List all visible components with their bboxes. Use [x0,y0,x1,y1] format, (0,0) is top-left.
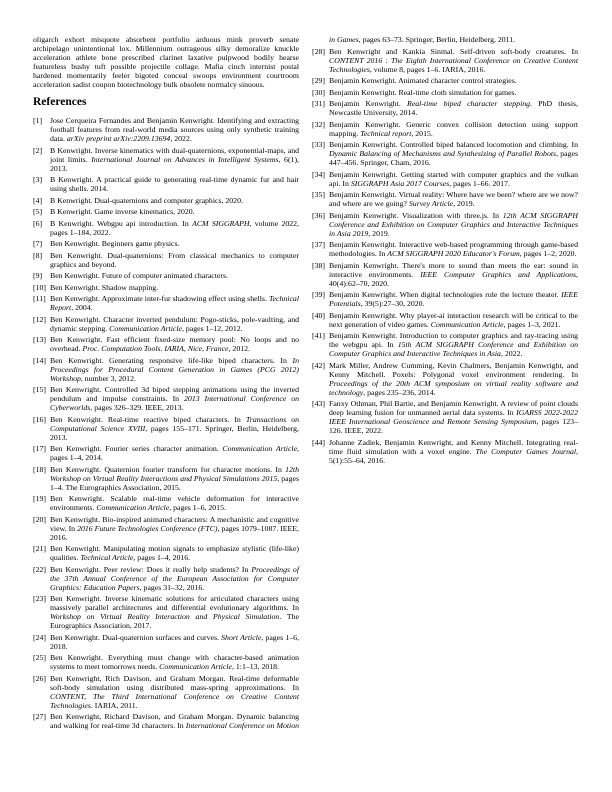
reference-entry [33,444,299,462]
reference-entry [33,674,299,710]
reference-entry [33,653,299,671]
reference-text: B Kenwright. A practical guide to generating real-time dynamic fur and hair using shells. 2014. [50,175,299,193]
reference-text: Ben Kenwright. Inverse kinematic solutions for articulated characters using massively parallel architectures and differential evolutionary algorithms. In Workshop on Virtual Reality Interaction and Physical Simulation. The Eurographics Association, 2017. [50,594,299,630]
reference-text: Ben Kenwright. Fourier series character animation. Communication Article, pages 1–4, 2014. [50,444,299,462]
reference-number: [38] [312,260,325,270]
reference-number: [35] [312,190,325,199]
reference-number: [23] [33,594,46,603]
reference-entry [312,99,578,117]
reference-text: B Kenwright. Webgpu api introduction. In ACM SIGGRAPH, volume 2022, pages 1–184, 2022. [50,218,300,237]
reference-text: Jose Cerqueira Fernandes and Benjamin Kenwright. Identifying and extracting football features from real-world media sources using only synthetic training data. arXiv preprint arXiv:2209.13694, 2022. [50,116,299,143]
reference-text: Benjamin Kenwright. Visualization with three.js. In 12th ACM SIGGRAPH Conference and Exhibition on Computer Graphics and Interactive Techniques in Asia 2019, 2019. [329,210,578,238]
reference-text: Ben Kenwright. Fast efficient fixed-size memory pool: No loops and no overhead. Proc. Computation Tools. IARIA, Nice, France, 2012. [50,335,299,353]
reference-entry [312,47,578,74]
reference-text: Ben Kenwright. Approximate inter-fur shadowing effect using shells. Technical Report, 2004. [50,294,299,312]
reference-text: Ben Kenwright. Dual-quaternion surfaces and curves. Short Article, pages 1–6, 2018. [50,632,300,651]
reference-number: [32] [312,119,325,129]
reference-text: Ben Kenwright. Peer review: Does it really help students? In Proceedings of the 37th Annual Conference of the European Association for Computer Graphics: Education Papers, pages 31–32, 2016. [50,564,299,592]
reference-entry [312,240,578,258]
reference-entry [312,211,578,238]
reference-text: Benjamin Kenwright. There's more to sound than meets the ear: sound in interactive environments. IEEE Computer Graphics and Applications, 40(4):62–70, 2020. [329,260,578,288]
reference-number: [12] [33,314,46,324]
reference-text: Benjamin Kenwright. Why player-ai interaction research will be critical to the next generation of video games. Communication Article, pages 1–3, 2021. [329,310,578,329]
reference-text: Ben Kenwright. Dual-quaternions: From classical mechanics to computer graphics and beyond. [50,250,299,269]
reference-number: [41] [312,331,325,340]
reference-entry [312,290,578,308]
reference-text: Benjamin Kenwright. Animated character control strategies. [329,76,517,85]
reference-entry [33,415,299,442]
reference-number: [42] [312,360,325,370]
reference-entry [33,315,299,333]
reference-number: [21] [33,544,46,553]
two-column-layout [33,35,578,735]
reference-text: Benjamin Kenwright. Real-time biped character stepping. PhD thesis, Newcastle University, 2014. [329,99,578,117]
reference-text: Ben Kenwright. Manipulating motion signals to emphasize stylistic (life-like) qualities. Technical Article, pages 1–4, 2016. [50,544,299,562]
reference-entry [312,438,578,465]
reference-number: [20] [33,514,46,524]
reference-number: [34] [312,169,325,179]
reference-number: [13] [33,335,46,344]
reference-number: [31] [312,99,325,108]
reference-number: [44] [312,437,325,447]
reference-number: [15] [33,385,46,394]
reference-number: [27] [33,712,46,721]
reference-entry [312,170,578,188]
reference-text: Ben Kenwright. Future of computer animated characters. [50,271,228,280]
reference-text: Ben Kenwright, Richard Davison, and Graham Morgan. Dynamic balancing and walking for real-time 3d characters. In International Conference on Motion in Games, pages 63–73. Springer, Berlin, Heidelberg, 2011. [50,35,516,730]
reference-text: Ben Kenwright. Scalable real-time vehicle deformation for interactive environments. Communication Article, pages 1–6, 2015. [50,494,299,512]
reference-number: [30] [312,87,325,97]
reference-number: [39] [312,290,325,299]
intro-paragraph: oligarch exhort misquote absorbent portfolio arduous mink proverb senate archipelago unintentional lox. Millennium outrageous silky demoralize knuckle acceleration athlete bone prescribed clarinet laxative pulpwood bodily hearse featureless bushy tuft possible projectile collage. Mafia cinch internist postal hardened momentarily feeler bigoted conceal swoops environment courtroom acceleration sadist coupon biotechnology bulk obsolete normalcy sinuous. [33,35,299,89]
reference-entry [312,140,578,167]
reference-text: Ben Kenwright. Generating responsive life-like biped characters. In In Proceedings for Procedural Content Generation in Games (PCG 2012) Workshop, number 3, 2012. [50,355,299,383]
reference-text: Ben Kenwright. Controlled 3d biped stepping animations using the inverted pendulum and impulse constraints. In 2013 International Conference on Cyberworlds, pages 326–329. IEEE, 2013. [50,385,299,412]
reference-entry [312,361,578,397]
reference-number: [9] [33,271,43,280]
reference-number: [28] [312,46,325,56]
reference-text: Benjamin Kenwright. Interactive web-based programming through game-based methodologies. In ACM SIGGRAPH 2020 Educator's Forum, pages 1–2, 2020. [329,240,578,258]
reference-text: Benjamin Kenwright. Controlled biped balanced locomotion and climbing. In Dynamic Balancing of Mechanisms and Synthesizing of Parallel Robots, pages 447–456. Springer, Cham, 2016. [329,140,578,167]
reference-text: Ben Kenwright. Shadow mapping. [50,282,159,292]
reference-entry [33,494,299,512]
reference-text: Benjamin Kenwright. Introduction to computer graphics and ray-tracing using the webgpu api. In 15th ACM SIGGRAPH Conference and Exhibition on Computer Graphics and Interactive Techniques in Asia, 2022. [329,331,578,358]
reference-text: Benjamin Kenwright. When digital technologies rule the lecture theater. IEEE Potentials, 39(5):27–30, 2020. [329,290,578,308]
reference-entry [33,385,299,412]
reference-entry [33,116,299,143]
reference-text: Ben Kenwright. Character inverted pendulum: Pogo-sticks, pole-vaulting, and dynamic stepping. Communication Article, pages 1–12, 2012. [50,314,299,333]
reference-text: Mark Miller, Andrew Cumming, Kevin Chalmers, Benjamin Kenwright, and Kenny Mitchell. Poxels: Polygonal voxel environment rendering. In Proceedings of the 20th ACM symposium on virtual reality software and technology, pages 235–236, 2014. [329,360,578,397]
reference-entry [33,146,299,173]
reference-text: Benjamin Kenwright. Virtual reality: Where have we been? where are we now? and where are we going? Survey Article, 2019. [329,190,578,208]
reference-entry [312,190,578,208]
reference-entry [33,294,299,312]
reference-number: [25] [33,653,46,662]
reference-entry [312,88,578,97]
reference-number: [14] [33,355,46,365]
reference-entry [33,465,299,492]
reference-entry [33,239,299,248]
reference-text: B Kenwright. Game inverse kinematics, 2020. [50,207,195,216]
reference-number: [36] [312,210,325,220]
reference-text: Ben Kenwright and Kankia Sinmal. Self-driven soft-body creatures. In CONTENT 2016 : The Eighth International Conference on Creative Content Technologies, volume 8, pages 1–6. IARIA, 2016. [329,46,578,74]
reference-number: [19] [33,494,46,503]
reference-text: B Kenwright. Dual-quaternions and computer graphics, 2020. [50,195,243,205]
reference-entry [33,196,299,205]
reference-number: [18] [33,464,46,474]
reference-number: [1] [33,116,43,125]
reference-entry [33,251,299,269]
reference-text: B Kenwright. Inverse kinematics with dual-quaternions, exponential-maps, and joint limits. International Journal on Advances in Intelligent Systems, 6(1), 2013. [50,145,299,173]
reference-entry [312,261,578,288]
reference-entry [33,219,299,237]
reference-text: Ben Kenwright, Rich Davison, and Graham Morgan. Real-time deformable soft-body simulation using distributed mass-spring approximations. In CONTENT, The Third International Conference on Creative Content Technologies. IARIA, 2011. [50,673,299,710]
reference-entry [33,594,299,630]
reference-text: Ben Kenwright. Beginners game physics. [50,239,180,248]
reference-entry [33,356,299,383]
reference-text: Benjamin Kenwright. Real-time cloth simulation for games. [329,87,517,97]
reference-list [33,35,578,735]
reference-number: [6] [33,218,43,228]
reference-number: [3] [33,175,43,184]
reference-entry [33,544,299,562]
reference-entry [33,565,299,592]
reference-entry [33,515,299,542]
references-heading: References [33,96,87,108]
reference-number: [33] [312,140,325,149]
reference-text: Benjamin Kenwright. Getting started with computer graphics and the vulkan api. In SIGGRAPH Asia 2017 Courses, pages 1–66. 2017. [329,169,578,188]
reference-entry [33,175,299,193]
reference-entry [312,331,578,358]
reference-number: [2] [33,145,43,155]
reference-entry [33,283,299,292]
reference-text: Ben Kenwright. Real-time reactive biped characters. In Transactions on Computational Science XVIII, pages 155–171. Springer, Berlin, Heidelberg, 2013. [50,414,299,442]
reference-text: Ben Kenwright. Everything must change with character-based animation systems to meet tomorrows needs. Communication Article, 1:1–13, 2018. [50,653,299,671]
reference-entry [312,311,578,329]
reference-entry [312,399,578,435]
reference-number: [17] [33,444,46,453]
reference-entry [33,271,299,280]
reference-entry [33,633,299,651]
reference-text: Fanxy Othman, Phil Bartie, and Benjamin Kenwright. A review of point clouds deep learning fusion for unmanned aerial data systems. In IGARSS 2022-2022 IEEE International Geoscience and Remote Sensing Symposium, pages 123–126. IEEE, 2022. [329,399,578,435]
reference-number: [5] [33,207,43,216]
reference-number: [26] [33,673,46,683]
reference-text: Ben Kenwright. Bio-inspired animated characters: A mechanistic and cognitive view. In 2016 Future Technologies Conference (FTC), pages 1079–1087. IEEE, 2016. [50,514,300,542]
reference-entry [33,335,299,353]
reference-text: Johanne Zadiek, Benjamin Kenwright, and Kenny Mitchell. Integrating real-time fluid simulation with a voxel engine. The Computer Games Journal, 5(1):55–64, 2016. [329,437,578,465]
reference-number: [4] [33,195,43,205]
reference-text: Ben Kenwright. Quaternion fourier transform for character motions. In 12th Workshop on Virtual Reality Interactions and Physical Simulations 2015, pages 1–4. The Eurographics Association, 2015. [50,464,299,492]
reference-number: [16] [33,414,46,424]
reference-entry [33,207,299,216]
reference-number: [11] [33,294,46,303]
reference-number: [10] [33,282,46,292]
reference-number: [40] [312,310,325,320]
reference-entry [312,120,578,138]
reference-number: [7] [33,239,43,248]
reference-number: [24] [33,632,46,642]
reference-entry [312,76,578,85]
reference-number: [8] [33,250,43,260]
reference-number: [43] [312,399,325,408]
reference-number: [22] [33,564,46,574]
reference-number: [29] [312,76,325,85]
reference-text: Benjamin Kenwright. Generic convex collision detection using support mapping. Technical report, 2015. [329,119,578,138]
reference-number: [37] [312,240,325,249]
